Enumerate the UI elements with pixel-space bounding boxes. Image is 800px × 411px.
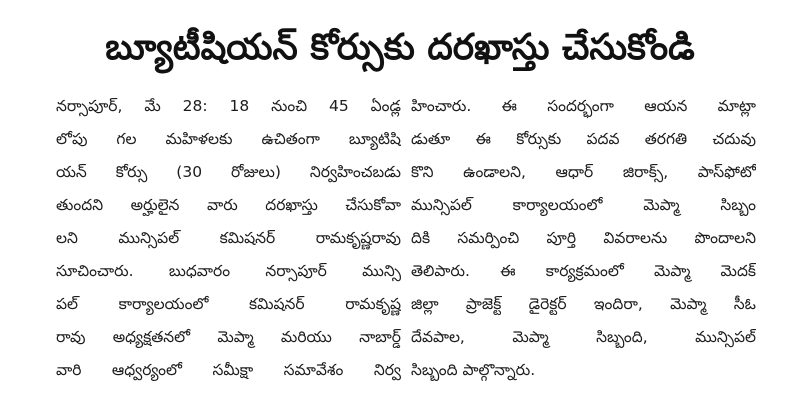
text-line: యన్ కోర్సు (30 రోజులు) నిర్వహించబడు bbox=[56, 163, 401, 181]
text-line: డుతూ ఈ కోర్సుకు పదవ తరగతి చదువు bbox=[411, 130, 756, 148]
text-line: నర్సాపూర్, మే 28: 18 నుంచి 45 ఏండ్ల bbox=[56, 97, 401, 115]
text-line: లని మున్సిపల్ కమిషనర్ రామకృష్ణరావు bbox=[56, 229, 401, 247]
article-headline: బ్యూటీషియన్ కోర్సుకు దరఖాస్తు చేసుకోండి bbox=[105, 27, 695, 68]
text-line: వారి ఆధ్వర్యంలో సమీక్షా సమావేశం నిర్వ bbox=[56, 361, 401, 379]
column-left bbox=[56, 90, 401, 380]
text-line: పల్ కార్యాలయంలో కమిషనర్ రామకృష్ణ bbox=[56, 295, 401, 313]
text-line: దికి సమర్పించి పూర్తి వివరాలను పొందాలని bbox=[411, 229, 756, 247]
text-line: లోపు గల మహిళలకు ఉచితంగా బ్యూటిషి bbox=[56, 130, 401, 148]
text-line: కొని ఉండాలని, ఆధార్ జిరాక్స్, పాస్‌ఫోటో bbox=[411, 163, 756, 181]
column-right bbox=[411, 90, 756, 380]
text-line: దేవపాల, మెప్మా సిబ్బంది, మున్సిపల్ bbox=[411, 328, 756, 346]
text-line: సూచించారు. బుధవారం నర్సాపూర్ మున్సి bbox=[56, 262, 401, 280]
text-line: తెలిపారు. ఈ కార్యక్రమంలో మెప్మా మెదక్ bbox=[411, 262, 756, 280]
text-line: సిబ్బంది పాల్గొన్నారు. bbox=[411, 361, 536, 379]
text-line: మున్సిపల్ కార్యాలయంలో మెప్మా సిబ్బం bbox=[411, 196, 756, 214]
text-line: జిల్లా ప్రాజెక్ట్ డైరెక్టర్ ఇందిరా, మెప్మా సీఓ bbox=[411, 295, 756, 313]
text-line: రావు అధ్యక్షతనలో మెప్మా మరియు నాబార్డ్ bbox=[56, 328, 401, 346]
text-line: తుందని అర్హులైన వారు దరఖాస్తు చేసుకోవా bbox=[56, 196, 401, 214]
top-margin bbox=[0, 0, 800, 14]
text-line: హించారు. ఈ సందర్భంగా ఆయన మాట్లా bbox=[411, 97, 756, 115]
article-body bbox=[56, 90, 756, 380]
